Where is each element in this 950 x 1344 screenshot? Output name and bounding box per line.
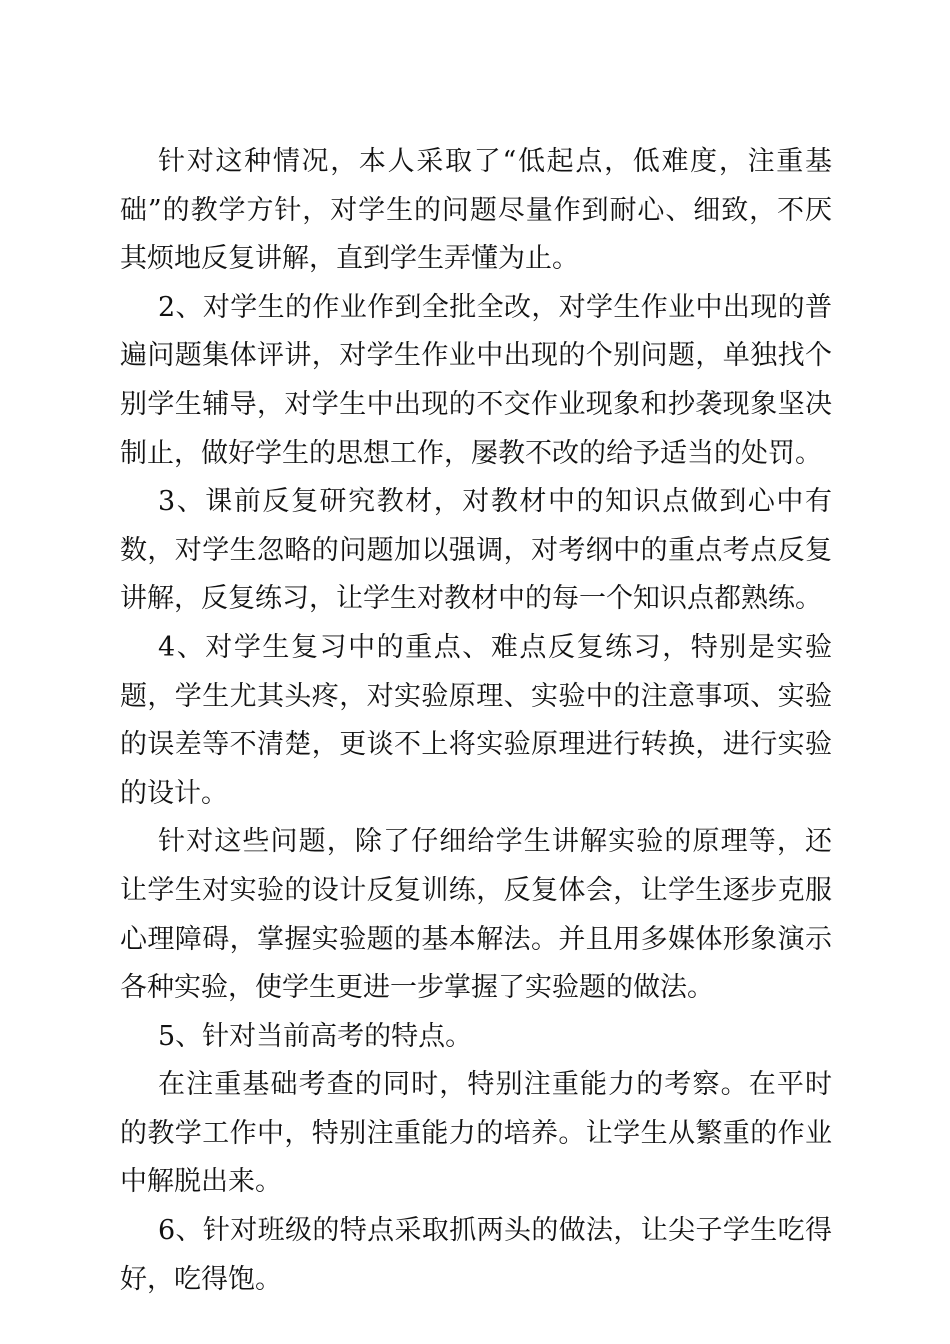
paragraph: 4、对学生复习中的重点、难点反复练习，特别是实验题，学生尤其头疼，对实验原理、实验中的注意事项、实验的误差等不清楚，更谈不上将实验原理进行转换，进行实验的设计。 — [120, 631, 832, 809]
paragraph: 针对这种情况，本人采取了“低起点，低难度，注重基础”的教学方针，对学生的问题尽量作到耐心、细致，不厌其烦地反复讲解，直到学生弄懂为止。 — [120, 146, 832, 275]
paragraph: 6、针对班级的特点采取抓两头的做法，让尖子学生吃得好，吃得饱。 — [120, 1215, 832, 1295]
paragraph: 5、针对当前高考的特点。 — [158, 1020, 473, 1052]
paragraph: 2、对学生的作业作到全批全改，对学生作业中出现的普遍问题集体评讲，对学生作业中出现的个别问题，单独找个别学生辅导，对学生中出现的不交作业现象和抄袭现象坚决制止，做好学生的思想工作，屡教不改的给予适当的处罚。 — [120, 291, 832, 469]
paragraph: 针对这些问题，除了仔细给学生讲解实验的原理等，还让学生对实验的设计反复训练，反复体会，让学生逐步克服心理障碍，掌握实验题的基本解法。并且用多媒体形象演示各种实验，使学生更进一步掌握了实验题的做法。 — [120, 826, 832, 1004]
document-body — [120, 138, 832, 1304]
paragraph: 在注重基础考查的同时，特别注重能力的考察。在平时的教学工作中，特别注重能力的培养。让学生从繁重的作业中解脱出来。 — [120, 1069, 832, 1198]
paragraph: 3、课前反复研究教材，对教材中的知识点做到心中有数，对学生忽略的问题加以强调，对考纲中的重点考点反复讲解，反复练习，让学生对教材中的每一个知识点都熟练。 — [120, 486, 832, 615]
